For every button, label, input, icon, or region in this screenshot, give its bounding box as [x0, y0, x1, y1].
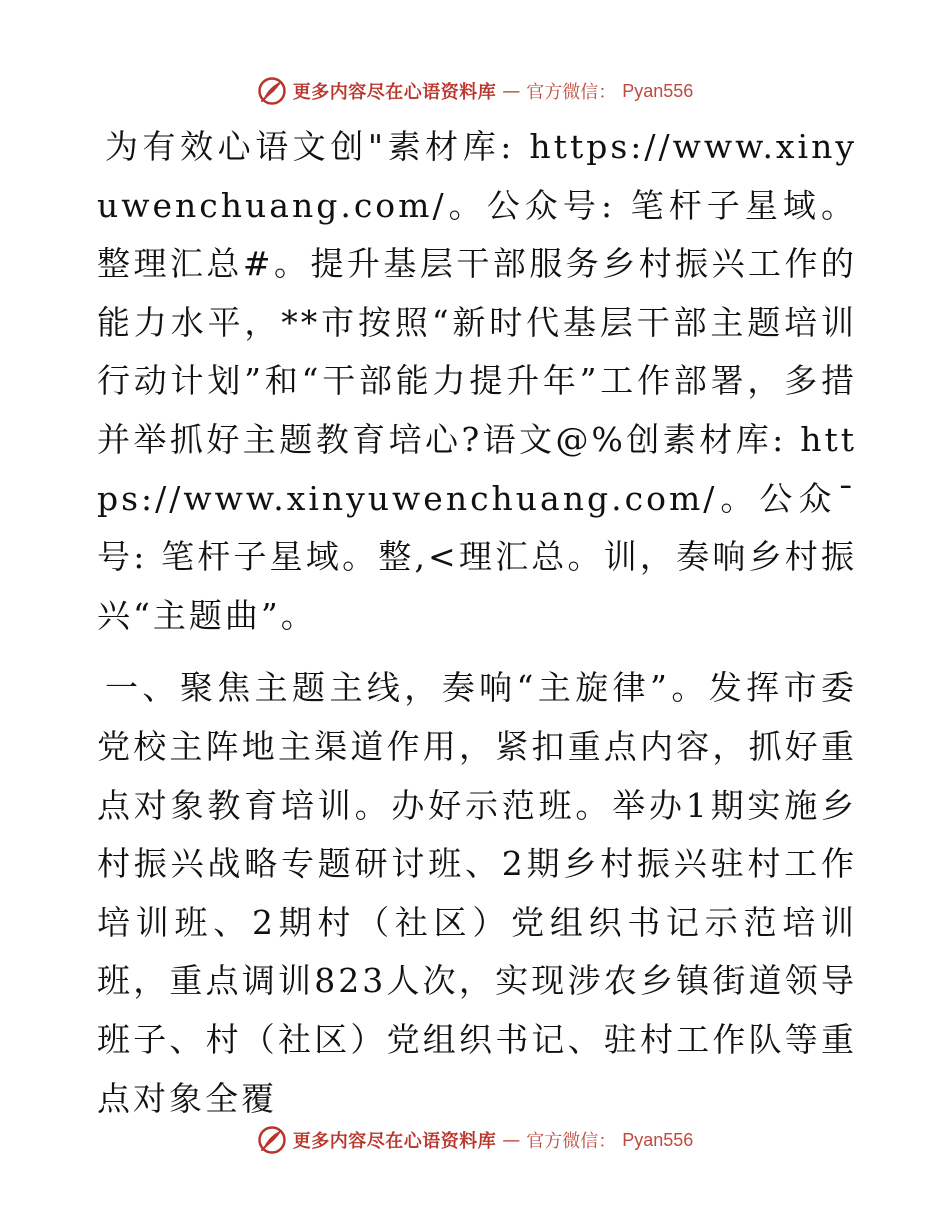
banner-wechat-label: 官方微信：: [526, 1131, 617, 1152]
banner-text: 更多内容尽在心语资料库: [292, 82, 497, 103]
body-paragraph-2: 一、聚焦主题主线，奏响“主旋律”。发挥市委党校主阵地主渠道作用，紧扣重点内容，抓好重点对象教育培训。办好示范班。举办1期实施乡村振兴战略专题研讨班、2期乡村振兴驻村工作培训班、2期村（社区）党组织书记示范培训班，重点调训823人次，实现涉农乡镇街道领导班子、村（社区）党组织书记、驻村工作队等重点对象全覆: [97, 668, 857, 1118]
banner-wechat-id: Pyan556: [622, 80, 694, 101]
body-paragraph-1: 为有效心语文创"素材库: https://www.xinyuwenchuang.com/。公众号: 笔杆子星域。整理汇总#。提升基层干部服务乡村振兴工作的能力水平，**市按照“新时代基层干部主题培训行动计划”和“干部能力提升年”工作部署，多措并举抓好主题教育培心?语文@%创素材库: https://www.xinyuwenchuang.com/。公众¯号: 笔杆子星域。整,<理汇总。训，奏响乡村振兴“主题曲”。: [97, 127, 857, 635]
footer-banner: [0, 1120, 950, 1160]
banner-wechat-label: 官方微信：: [526, 82, 617, 103]
feather-quill-logo-icon: [257, 1125, 287, 1155]
header-banner: [0, 71, 950, 111]
banner-separator: —: [502, 80, 521, 102]
feather-quill-logo-icon: [257, 76, 287, 106]
banner-separator: —: [502, 1129, 521, 1151]
banner-text: 更多内容尽在心语资料库: [292, 1131, 497, 1152]
document-body: [97, 118, 857, 1128]
banner-wechat-id: Pyan556: [622, 1129, 694, 1150]
